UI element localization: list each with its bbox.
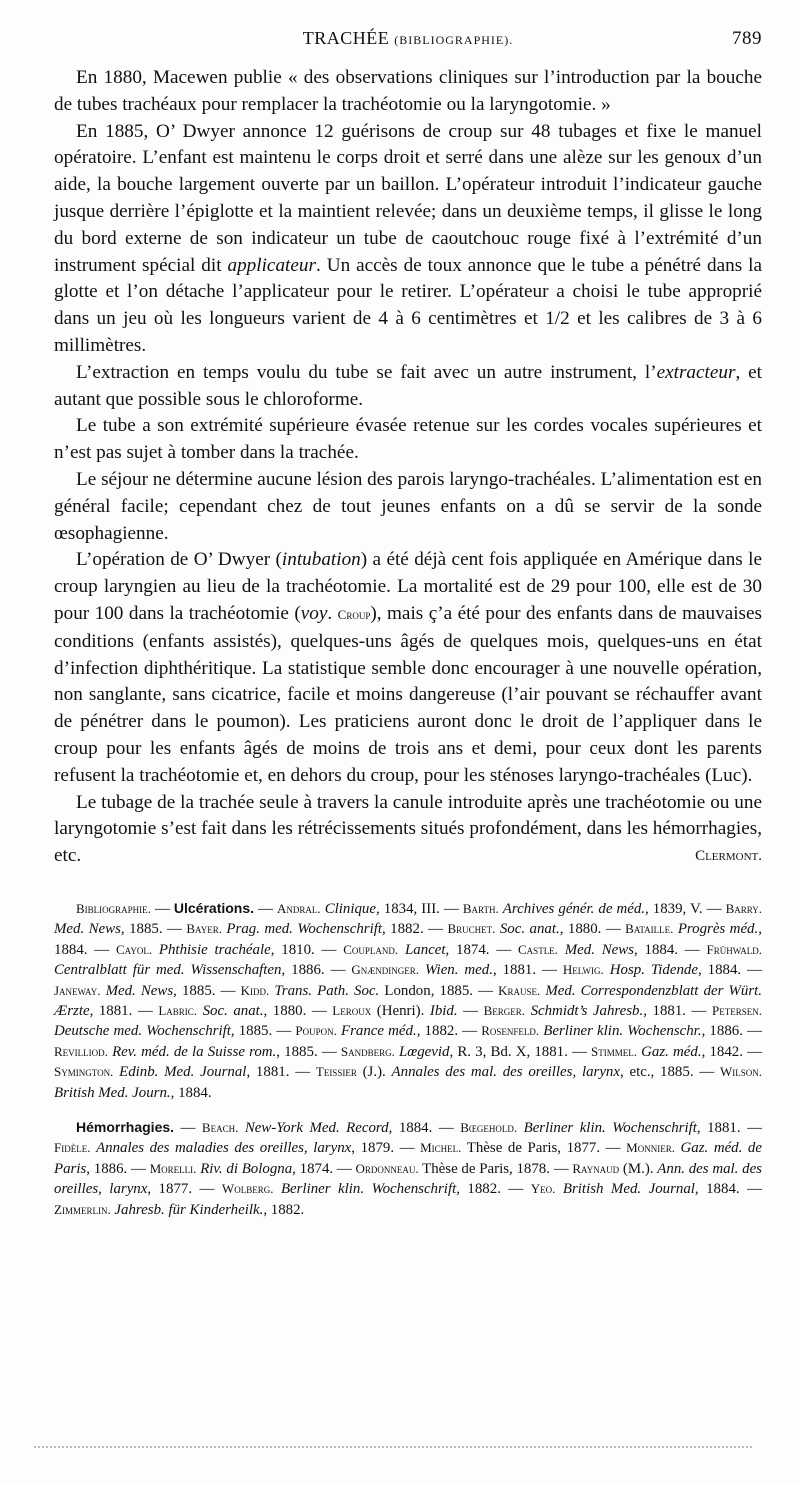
italic-run: Rev. méd. de la Suisse rom. [112, 1043, 277, 1060]
italic-run: Archives génér. de méd. [502, 900, 646, 917]
text-run: , 1882. — [382, 921, 448, 938]
text-run: Le tube a son extrémité supérieure évasée retenue sur les cordes vocales supérieures et n’est pas sujet à tomber dans la trachée. [54, 415, 762, 464]
text-run: , et autant que possible sous le chloroforme. [54, 361, 762, 410]
text-run: L’extraction en temps voulu du tube se fait avec un autre instrument, l’ [76, 361, 657, 383]
italic-run: Med. News [105, 982, 174, 999]
text-run: , 1842. — [701, 1043, 762, 1060]
italic-run: Soc. anat. [499, 921, 560, 938]
text-run: En 1880, Macewen publie « des observations cliniques sur l’introduction par la bouche de tubes trachéaux pour remplacer la trachéotomie ou la laryngotomie. » [54, 67, 762, 115]
italic-run: Soc. anat. [202, 1002, 264, 1019]
header-subtitle: (BIBLIOGRAPHIE). [394, 33, 514, 47]
italic-run: Med. News [54, 921, 121, 938]
italic-run: Hosp. Tidende [609, 962, 698, 979]
text-run [558, 942, 565, 958]
body-text [54, 65, 762, 870]
text-run: , 1885. — [230, 1023, 296, 1040]
text-run: , 1881. — [89, 1002, 159, 1019]
author-name: Labric. [158, 1002, 198, 1018]
author-name: Bœgehold. [460, 1119, 518, 1135]
text-run [273, 1181, 280, 1197]
page-number: 789 [732, 28, 762, 49]
text-run: , 1882. [263, 1201, 305, 1218]
author-name: Beach. [201, 1119, 239, 1135]
text-run: . [327, 602, 338, 624]
header-title: TRACHÉE [302, 28, 390, 48]
text-run: ) a été déjà cent fois appliquée en Amérique dans le croup laryngien au lieu de la trachéotomie. La mortalité est de 29 pour 100, elle est de 30 pour 100 dans la trachéotomie ( [54, 549, 762, 624]
italic-run: Lancet [404, 941, 446, 958]
text-run: , 1810. — [270, 941, 344, 958]
text-run: , etc., 1885. — [619, 1064, 720, 1081]
italic-run: Phthisie trachéale [158, 941, 271, 958]
text-run: , 1882. — [416, 1023, 482, 1040]
author-name: Cayol. [116, 941, 153, 957]
author-name: Rosenfeld. [481, 1023, 540, 1039]
paragraph [54, 65, 762, 119]
author-name: Zimmerlin. [54, 1201, 111, 1217]
italic-run: Progrès méd. [677, 921, 759, 938]
italic-run: France méd. [341, 1023, 417, 1040]
text-run: , 1839, V. — [645, 900, 726, 917]
text-run: , 1881. — [246, 1064, 316, 1081]
italic-run: Med. News [564, 941, 634, 958]
text-run: (M.). [619, 1160, 658, 1177]
italic-run: Berliner klin. Wochenschrift [523, 1119, 697, 1136]
author-name: Berger. [483, 1002, 526, 1018]
italic-run: New-York Med. Record [244, 1119, 389, 1136]
text-run: , 1882. — [456, 1181, 531, 1198]
italic-run: Deutsche med. Wochenschrift [54, 1023, 231, 1040]
author-name: Symington. [54, 1064, 114, 1080]
text-run [398, 942, 405, 958]
italic-run: Edinb. Med. Journal [119, 1064, 247, 1081]
author-name: Teissier [315, 1064, 357, 1080]
text-run: En 1885, O’ Dwyer annonce 12 guérisons de croup sur 48 tubages et fixe le manuel opératoire. L’enfant est maintenu le corps droit et serré dans une alèze sur les genoux d’un aide, la bouche largement ouverte par un baillon. L’opérateur introduit l’indicateur gauche jusque derrière l’épiglotte et la maintient relevée; dans un deuxième temps, il glisse le long du bord externe de son indicateur un tube de caoutchouc rouge fixé à l’extrémité d’un instrument spécial dit [54, 120, 762, 276]
italic-run: Gaz. méd. [641, 1043, 702, 1060]
paragraph [54, 790, 762, 870]
text-run: , 1884. — [694, 1181, 762, 1198]
paragraph [54, 360, 762, 414]
text-run: , 1886. — [281, 962, 352, 979]
author-name: Gnændinger. [351, 962, 420, 978]
author-name: Raynaud [572, 1160, 620, 1176]
text-run: , 1881. — [696, 1119, 762, 1136]
section-heading: Ulcérations. [173, 899, 255, 916]
italic-run: Clinique [324, 900, 376, 917]
italic-run: Prag. med. Wochenschrift [226, 921, 382, 938]
italic-run: Centralblatt für med. Wissenschaften [54, 962, 282, 979]
section-heading: Hémorrhagies. [76, 1118, 175, 1135]
bibliography-paragraph [54, 1117, 762, 1220]
author-name: Petersen. [711, 1002, 762, 1018]
author-name: Helwig. [562, 962, 604, 978]
italic-run: Berliner klin. Wochenschrift [280, 1181, 457, 1198]
italic-run: Schmidt’s Jahresb. [530, 1002, 644, 1019]
text-run: , 1877. — [147, 1181, 222, 1198]
paragraph [54, 467, 762, 547]
italic-run: Riv. di Bologna [200, 1160, 293, 1177]
italic-run: extracteur [656, 361, 736, 383]
text-run: , 1886. — [701, 1023, 762, 1040]
author-name: Bayer. [186, 921, 222, 937]
text-run: , 1880. — [263, 1002, 333, 1019]
text-run: London, 1885. — [379, 982, 499, 999]
text-run: — [150, 900, 174, 917]
text-run: L’opération de O’ Dwyer ( [76, 549, 282, 571]
text-run: , 1874. — [445, 941, 519, 958]
author-name: Bataille. [625, 921, 674, 937]
author-name: Ordonneau. [355, 1160, 419, 1176]
italic-run: Gaz. méd. de Paris [54, 1140, 762, 1177]
author-name: Bruchet. [447, 921, 496, 937]
author-name: Andral. [277, 900, 321, 916]
text-run: , 1874. — [292, 1160, 356, 1177]
text-run: , 1880. — [559, 921, 626, 938]
text-run: (J.). [356, 1064, 392, 1081]
italic-run: voy [300, 602, 328, 624]
italic-run: Wien. med. [424, 962, 493, 979]
author-name: Frühwald. [706, 941, 762, 957]
author-name: Michel. [420, 1140, 462, 1156]
italic-run: British Med. Journ. [54, 1084, 171, 1101]
author-name: Wilson. [719, 1064, 763, 1080]
author-name: Stimmel. [591, 1043, 638, 1059]
author-name: Poupon. [295, 1023, 337, 1039]
text-run: (Henri). [371, 1002, 430, 1019]
text-run: , 1886. — [86, 1160, 150, 1177]
italic-run: Annales des mal. des oreilles, larynx [391, 1064, 620, 1081]
author-name: Sandberg. [340, 1043, 395, 1059]
bibliography-paragraph [54, 898, 762, 1103]
italic-run: Ann. des mal. des oreilles, larynx [54, 1160, 762, 1198]
text-run: — [254, 900, 277, 917]
running-header [54, 28, 762, 58]
italic-run: applicateur [227, 254, 316, 276]
italic-run: British Med. Journal [562, 1181, 695, 1198]
italic-run: Ibid. [429, 1002, 458, 1019]
text-run: , 1885. — [276, 1043, 341, 1060]
italic-run: Med. Correspondenzblatt der Würt. Ærzte [54, 982, 762, 1019]
text-run: , 1879. — [351, 1140, 421, 1157]
text-run: , 1884. — [54, 921, 762, 958]
author-name: Croup [337, 606, 371, 622]
text-run: , 1834, III. — [375, 900, 463, 917]
text-run: , 1881. — [492, 962, 563, 979]
text-run: , 1885. — [173, 982, 241, 999]
text-run: Le séjour ne détermine aucune lésion des parois laryngo-trachéales. L’alimentation est en général facile; cependant chez de tout jeunes enfants on a dû se servir de la sonde œsophagienne. [54, 468, 762, 544]
author-signature: Clermont. [695, 848, 762, 865]
author-name: Yeo. [530, 1181, 556, 1197]
author-name: Revilliod. [54, 1043, 108, 1059]
italic-run: Annales des maladies des oreilles, larynx [96, 1140, 352, 1157]
author-name: Monnier. [626, 1140, 675, 1156]
bottom-dotted-rule [34, 1446, 752, 1450]
author-name: Barry. [725, 900, 763, 916]
author-name: Leroux [332, 1002, 372, 1018]
author-name: Morelli. [149, 1160, 197, 1176]
text-run: ), mais ç’a été pour des enfants dans de mauvaises conditions (enfants assistés), quelques-uns âgés de quelques mois, quelques-uns en état d’infection diphthéritique. La statistique semble donc encourager à une nouvelle opération, non sanglante, sans cicatrice, facile et moins dangereuse (l’air pouvant se réchauffer avant de pénétrer dans le poumon). Les praticiens auront donc le droit de l’appliquer dans le croup pour les enfants âgés de moins de trois ans et demi, pour ceux dont les parents refusent la trachéotomie et, en dehors du croup, pour les sténoses laryngo-trachéales (Luc). [54, 602, 763, 786]
text-run: — [457, 1002, 484, 1019]
author-name: Castle. [518, 941, 558, 957]
author-name: Janeway. [54, 982, 101, 998]
text-run: , 1884. — [698, 962, 762, 979]
text-run: , 1881. — [643, 1002, 712, 1019]
paragraph [54, 413, 762, 467]
italic-run: Jahresb. für Kinderheilk. [114, 1201, 264, 1218]
author-name: Barth. [462, 900, 499, 916]
text-run [555, 1181, 562, 1197]
paragraph [54, 119, 762, 360]
author-name: Bibliographie. [76, 900, 151, 916]
author-name: Coupland. [343, 941, 399, 957]
text-run: Thèse de Paris, 1878. — [418, 1160, 573, 1177]
italic-run: Berliner klin. Wochenschr. [543, 1023, 702, 1040]
italic-run: Lœgevid [399, 1043, 450, 1060]
author-name: Kidd. [240, 982, 270, 998]
author-name: Fidèle. [54, 1140, 91, 1156]
bibliography [54, 898, 762, 1220]
text-run: . Un accès de toux annonce que le tube a pénétré dans la glotte et l’on détache l’applicateur pour le retirer. L’opérateur a choisi le tube approprié dans un jeu où les longueurs varient de 4 à 6 centimètres et 1/2 et les calibres de 3 à 6 millimètres. [54, 254, 762, 356]
text-run [152, 942, 159, 958]
text-run: , 1884. — [388, 1119, 461, 1136]
page [54, 28, 762, 1234]
author-name: Wolberg. [221, 1181, 274, 1197]
author-name: Krause. [498, 982, 541, 998]
text-run: , R. 3, Bd. X, 1881. — [449, 1043, 592, 1060]
text-run: Le tubage de la trachée seule à travers la canule introduite après une trachéotomie ou une laryngotomie s’est fait dans les rétrécissements situés profondément, dans les hémorrhagies, etc. [54, 791, 762, 867]
text-run: , 1884. [170, 1084, 212, 1101]
text-run: Thèse de Paris, 1877. — [461, 1140, 627, 1157]
italic-run: Trans. Path. Soc. [274, 982, 380, 999]
paragraph [54, 547, 762, 789]
italic-run: intubation [281, 549, 361, 571]
text-run: , 1885. — [120, 921, 187, 938]
text-run: — [174, 1119, 202, 1136]
text-run: , 1884. — [633, 941, 707, 958]
